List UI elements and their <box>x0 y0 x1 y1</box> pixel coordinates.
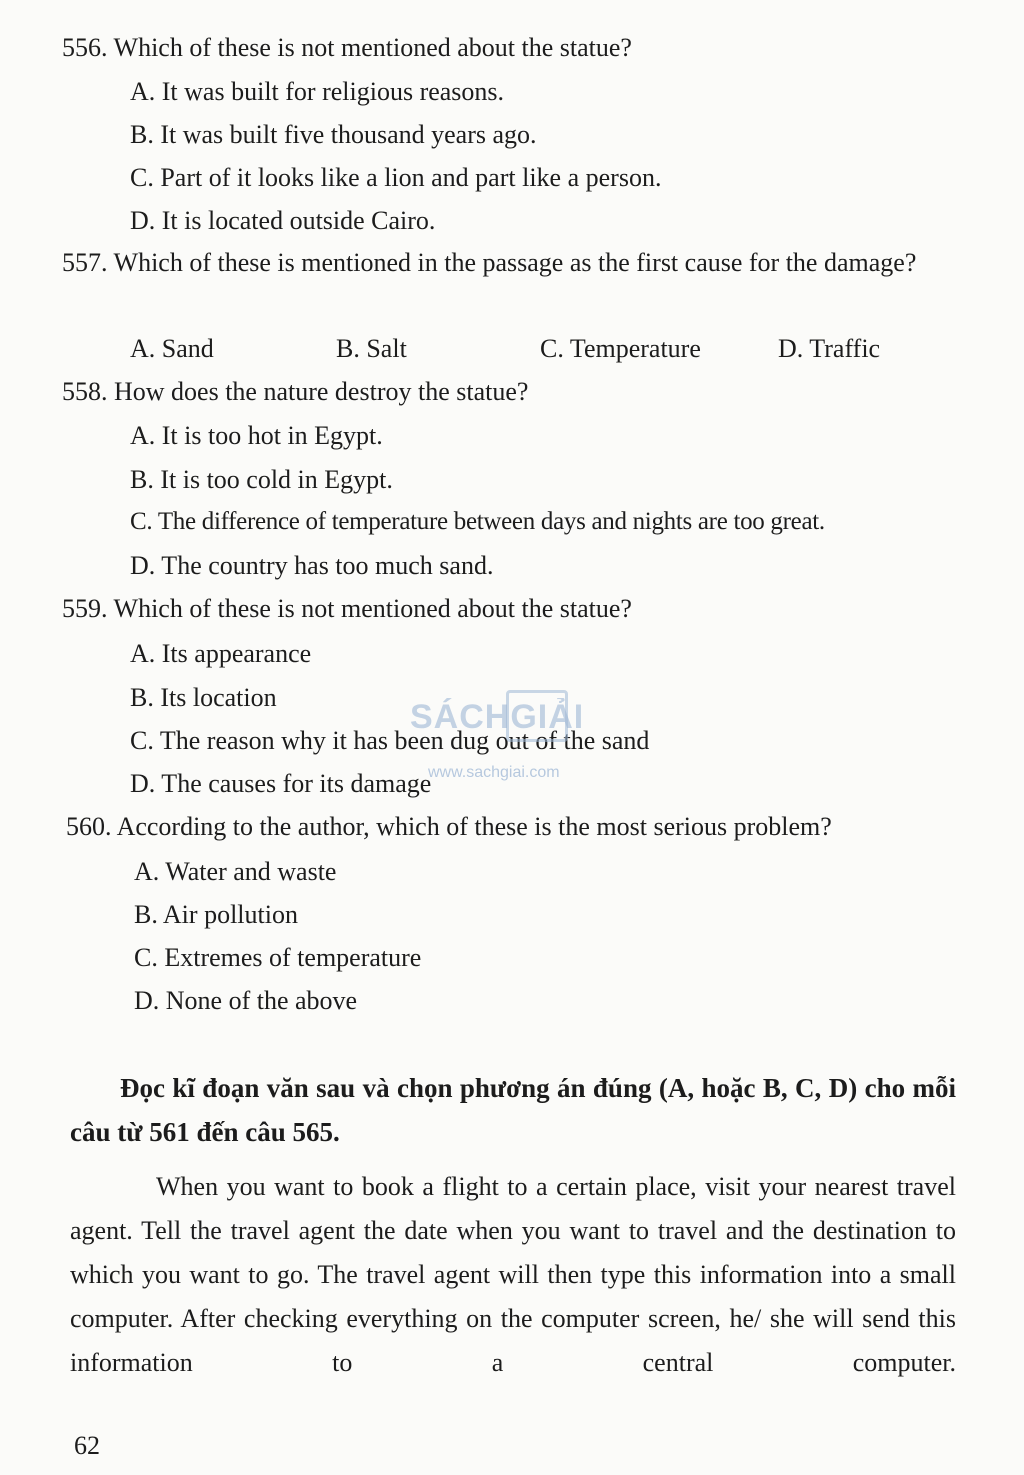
section-heading-text: Đọc kĩ đoạn văn sau và chọn phương án đúng (A, hoặc B, C, D) cho mỗi câu từ 561 đến câu 565. <box>70 1073 956 1147</box>
question-559-option-a: A. Its appearance <box>130 639 312 668</box>
question-559-option-d: D. The causes for its damage <box>130 769 432 798</box>
question-560-option-d: D. None of the above <box>134 986 358 1015</box>
question-559-stem: 559. Which of these is not mentioned about the statue? <box>62 594 632 623</box>
question-559-option-b: B. Its location <box>130 683 277 712</box>
watermark-url: www.sachgiai.com <box>428 764 560 781</box>
page-number: 62 <box>74 1431 100 1460</box>
question-558-option-c: C. The difference of temperature between days and nights are too great. <box>130 508 825 535</box>
question-557-option-b: B. Salt <box>336 334 407 363</box>
question-556-option-b: B. It was built five thousand years ago. <box>130 120 537 149</box>
question-559-option-c: C. The reason why it has been dug out of the sand <box>130 726 650 755</box>
question-560-option-b: B. Air pollution <box>134 900 298 929</box>
question-556-option-c: C. Part of it looks like a lion and part like a person. <box>130 163 662 192</box>
reading-passage <box>70 1165 956 1385</box>
watermark-brand: SÁCHGIẢI <box>410 698 585 736</box>
question-556-option-d: D. It is located outside Cairo. <box>130 206 436 235</box>
question-560-option-a: A. Water and waste <box>134 857 337 886</box>
question-556-stem: 556. Which of these is not mentioned about the statue? <box>62 33 632 62</box>
question-557-option-a: A. Sand <box>130 334 214 363</box>
question-558-option-d: D. The country has too much sand. <box>130 551 494 580</box>
question-557-option-c: C. Temperature <box>540 334 701 363</box>
question-558-option-a: A. It is too hot in Egypt. <box>130 421 383 450</box>
question-560-stem: 560. According to the author, which of these is the most serious problem? <box>66 812 832 841</box>
question-557-option-d: D. Traffic <box>778 334 881 363</box>
question-556-option-a: A. It was built for religious reasons. <box>130 77 505 106</box>
question-560-option-c: C. Extremes of temperature <box>134 943 422 972</box>
question-557-stem: 557. Which of these is mentioned in the passage as the first cause for the damage? <box>62 248 917 277</box>
question-558-stem: 558. How does the nature destroy the statue? <box>62 377 529 406</box>
section-heading <box>70 1066 956 1154</box>
question-558-option-b: B. It is too cold in Egypt. <box>130 465 393 494</box>
reading-passage-text: When you want to book a flight to a certain place, visit your nearest travel agent. Tell the travel agent the date when you want to travel and the destination to which you want to go. The travel agent will then type this information into a small computer. After checking everything on the computer screen, he/ she will send this information to a central computer. <box>70 1172 956 1377</box>
